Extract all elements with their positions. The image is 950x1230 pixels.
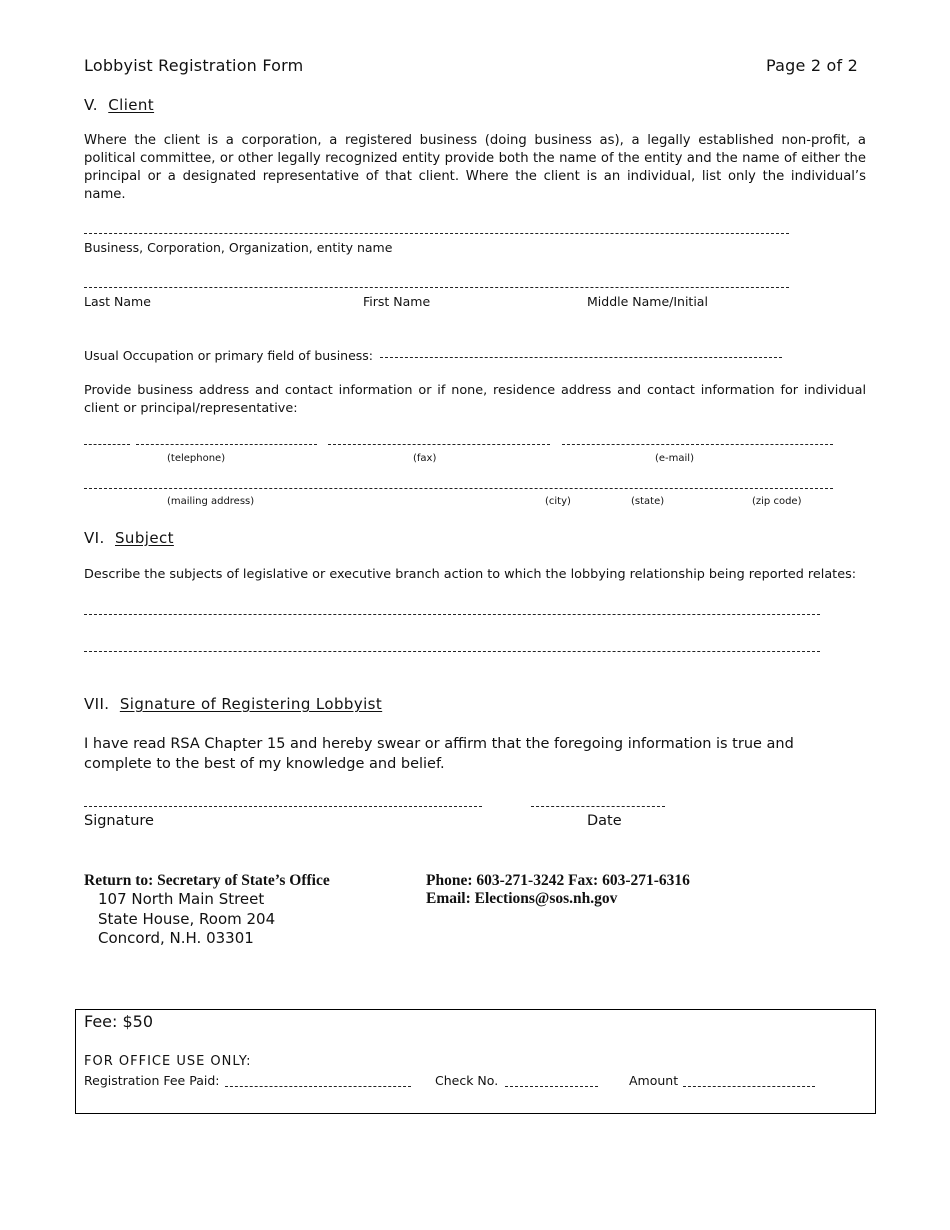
- section-vi-heading: [84, 529, 174, 547]
- signature-field[interactable]: [84, 806, 482, 807]
- date-label: Date: [587, 813, 622, 829]
- affirmation-text: I have read RSA Chapter 15 and hereby swear or affirm that the foregoing information is true and complete to the best of my knowledge and belief.: [84, 736, 794, 772]
- signature-label: Signature: [84, 813, 154, 829]
- subject-field-line-1[interactable]: [84, 614, 820, 615]
- mailing-address-field[interactable]: [84, 488, 833, 489]
- telephone-field[interactable]: [136, 444, 317, 445]
- last-name-label: Last Name: [84, 294, 151, 309]
- client-instructions: Where the client is a corporation, a registered business (doing business as), a legally established non-profit, a political committee, or other legally recognized entity provide both the name of the entity and the name of either the principal or a designated representative of that client. Where the client is an individual, list only the individual’s name.: [84, 133, 866, 202]
- return-address-line-1: 107 North Main Street: [98, 890, 265, 908]
- fee-amount: Fee: $50: [84, 1012, 154, 1031]
- entity-name-label: Business, Corporation, Organization, entity name: [84, 240, 393, 255]
- email-field[interactable]: [562, 444, 833, 445]
- section-v-number: V.: [84, 96, 98, 114]
- section-v-title: Client: [108, 96, 155, 114]
- check-number-field[interactable]: [505, 1086, 598, 1087]
- amount-field[interactable]: [683, 1086, 815, 1087]
- phone-fax: Phone: 603-271-3242 Fax: 603-271-6316: [426, 872, 690, 889]
- middle-name-label: Middle Name/Initial: [587, 294, 708, 309]
- fee-paid-label: Registration Fee Paid:: [84, 1073, 220, 1088]
- telephone-label: (telephone): [167, 453, 226, 464]
- address-instructions: Provide business address and contact information or if none, residence address and contact information for individual client or principal/representative:: [84, 383, 866, 416]
- email-label: (e-mail): [655, 453, 694, 464]
- subject-prompt: Describe the subjects of legislative or executive branch action to which the lobbying relationship being reported relates:: [84, 567, 857, 582]
- first-name-label: First Name: [363, 294, 431, 309]
- state-label: (state): [631, 496, 665, 507]
- fax-field[interactable]: [328, 444, 550, 445]
- fee-paid-field[interactable]: [225, 1086, 411, 1087]
- form-title: Lobbyist Registration Form: [84, 56, 304, 75]
- office-use-heading: FOR OFFICE USE ONLY:: [84, 1054, 252, 1069]
- check-number-label: Check No.: [435, 1073, 499, 1088]
- occupation-label: Usual Occupation or primary field of business:: [84, 348, 374, 363]
- amount-label: Amount: [629, 1073, 679, 1088]
- subject-field-line-2[interactable]: [84, 651, 820, 652]
- section-vi-title: Subject: [115, 529, 174, 547]
- mailing-address-label: (mailing address): [167, 496, 255, 507]
- section-vii-heading: [84, 695, 382, 713]
- zip-code-label: (zip code): [752, 496, 802, 507]
- section-v-heading: [84, 96, 154, 114]
- client-name-field[interactable]: [84, 287, 789, 288]
- occupation-field[interactable]: [380, 357, 782, 358]
- entity-name-field[interactable]: [84, 233, 789, 234]
- section-vii-title: Signature of Registering Lobbyist: [119, 695, 383, 713]
- return-address-line-2: State House, Room 204: [98, 910, 276, 928]
- section-vi-number: VI.: [84, 529, 105, 547]
- section-vii-number: VII.: [84, 695, 110, 713]
- return-address-line-3: Concord, N.H. 03301: [98, 929, 254, 947]
- date-field[interactable]: [531, 806, 665, 807]
- return-to-heading: Return to: Secretary of State’s Office: [84, 872, 330, 889]
- contact-email: Email: Elections@sos.nh.gov: [426, 890, 618, 907]
- telephone-area-field[interactable]: [84, 444, 130, 445]
- fax-label: (fax): [413, 453, 437, 464]
- page-number: Page 2 of 2: [766, 56, 858, 75]
- city-label: (city): [545, 496, 571, 507]
